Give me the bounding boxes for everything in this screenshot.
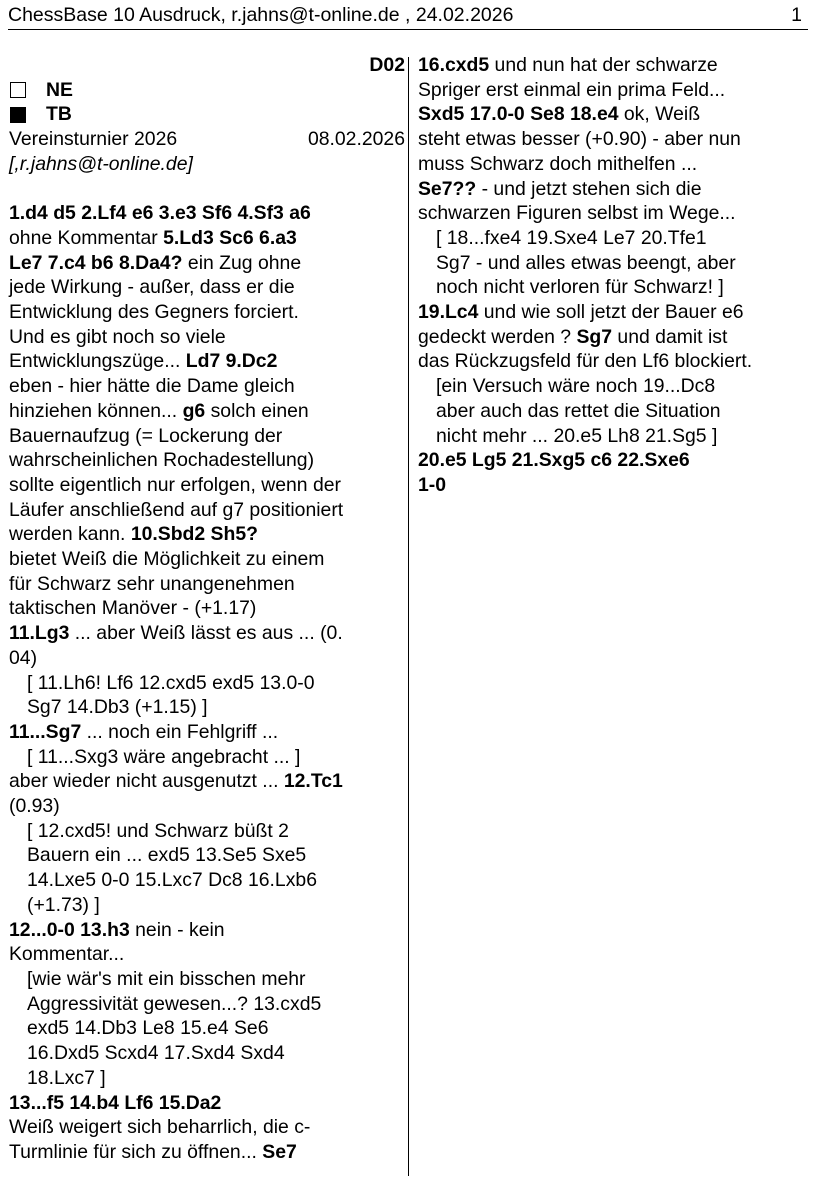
comment-text: wahrscheinlichen Rochadestellung) — [9, 449, 315, 472]
move-text-line — [9, 745, 405, 770]
move-notation: 5.Ld3 Sc6 6.a3 — [163, 226, 297, 249]
move-text-line — [9, 547, 405, 572]
move-text-line — [9, 918, 405, 943]
move-text-line — [9, 300, 405, 325]
comment-text: Entwicklung des Gegners forciert. — [9, 301, 299, 324]
comment-text: ... aber Weiß lässt es aus ... (0. — [69, 622, 343, 645]
move-text-line — [418, 349, 808, 374]
move-text-line — [9, 769, 405, 794]
comment-text: [ein Versuch wäre noch 19...Dc8 — [436, 375, 716, 398]
comment-text: [ 18...fxe4 19.Sxe4 Le7 20.Tfe1 — [436, 226, 707, 249]
move-text-line — [418, 275, 808, 300]
move-text-line — [418, 226, 808, 251]
move-text-line — [418, 424, 808, 449]
move-text-line — [9, 1066, 405, 1091]
white-player — [9, 78, 405, 103]
move-text-line — [9, 1115, 405, 1140]
left-moves-text — [9, 201, 405, 1164]
comment-text: 14.Lxe5 0-0 15.Lxc7 Dc8 16.Lxb6 — [27, 869, 317, 892]
move-text-line — [9, 325, 405, 350]
move-text-line — [9, 671, 405, 696]
comment-text: Bauernaufzug (= Lockerung der — [9, 424, 283, 447]
move-text-line — [418, 374, 808, 399]
move-notation: 1.d4 d5 2.Lf4 e6 3.e3 Sf6 4.Sf3 a6 — [9, 202, 311, 225]
comment-text: (0.93) — [9, 795, 60, 818]
move-notation: Sg7 — [576, 325, 613, 348]
eco-code: D02 — [369, 54, 405, 76]
comment-text: Aggressivität gewesen...? 13.cxd5 — [27, 992, 322, 1015]
comment-text: jede Wirkung - außer, dass er die — [9, 276, 295, 299]
event-row — [9, 127, 405, 152]
spacer — [9, 177, 405, 202]
comment-text: Sg7 - und alles etwas beengt, aber — [436, 251, 736, 274]
comment-text: Bauern ein ... exd5 13.Se5 Sxe5 — [27, 844, 307, 867]
comment-text: taktischen Manöver - (+1.17) — [9, 597, 257, 620]
comment-text: 04) — [9, 646, 38, 669]
comment-text: solch einen — [205, 399, 309, 422]
move-text-line — [9, 201, 405, 226]
move-text-line — [9, 967, 405, 992]
move-text-line — [9, 275, 405, 300]
move-text-line — [9, 572, 405, 597]
comment-text: ein Zug ohne — [182, 251, 302, 274]
move-text-line — [9, 596, 405, 621]
comment-text: nicht mehr ... 20.e5 Lh8 21.Sg5 ] — [436, 424, 718, 447]
move-text-line — [418, 78, 808, 103]
comment-text: Sg7 14.Db3 (+1.15) ] — [27, 696, 208, 719]
comment-text: Und es gibt noch so viele — [9, 325, 226, 348]
comment-text: noch nicht verloren für Schwarz! ] — [436, 276, 724, 299]
move-text-line — [9, 399, 405, 424]
move-text-line — [418, 325, 808, 350]
move-text-line — [9, 819, 405, 844]
move-notation: 12...0-0 13.h3 — [9, 918, 130, 941]
comment-text: schwarzen Figuren selbst im Wege... — [418, 202, 736, 225]
comment-text: exd5 14.Db3 Le8 15.e4 Se6 — [27, 1017, 269, 1040]
move-text-line — [418, 300, 808, 325]
comment-text: sollte eigentlich nur erfolgen, wenn der — [9, 473, 341, 496]
move-notation: 19.Lc4 — [418, 301, 479, 324]
print-header — [8, 3, 808, 30]
move-text-line — [418, 473, 808, 498]
comment-text: [ 11.Lh6! Lf6 12.cxd5 exd5 13.0-0 — [27, 671, 315, 694]
comment-text: [ 11...Sxg3 wäre angebracht ... ] — [27, 745, 301, 768]
comment-text: eben - hier hätte die Dame gleich — [9, 375, 295, 398]
black-square-icon — [10, 107, 26, 123]
move-text-line — [9, 843, 405, 868]
column-divider — [408, 57, 409, 1176]
move-text-line — [418, 127, 808, 152]
move-text-line — [418, 102, 808, 127]
move-notation: g6 — [182, 399, 206, 422]
page-number: 1 — [791, 4, 802, 26]
move-notation: 11...Sg7 — [9, 720, 82, 743]
right-moves-text — [418, 53, 808, 498]
comment-text: werden kann. — [9, 523, 131, 546]
move-text-line — [9, 374, 405, 399]
move-text-line — [9, 1140, 405, 1165]
comment-text: und damit ist — [612, 325, 728, 348]
move-text-line — [9, 942, 405, 967]
move-text-line — [9, 868, 405, 893]
comment-text: Weiß weigert sich beharrlich, die c- — [9, 1116, 311, 1139]
move-text-line — [9, 522, 405, 547]
move-text-line — [9, 448, 405, 473]
move-text-line — [9, 1041, 405, 1066]
comment-text: (+1.73) ] — [27, 893, 100, 916]
annotator: [,r.jahns@t-online.de] — [9, 152, 193, 175]
move-notation: Sxd5 17.0-0 Se8 18.e4 — [418, 103, 619, 126]
move-text-line — [9, 1091, 405, 1116]
right-column — [418, 53, 808, 498]
move-text-line — [9, 646, 405, 671]
comment-text: und wie soll jetzt der Bauer e6 — [478, 301, 744, 324]
move-text-line — [418, 201, 808, 226]
game-date: 08.02.2026 — [307, 128, 405, 151]
print-header-title: ChessBase 10 Ausdruck, r.jahns@t-online.de , 24.02.2026 — [8, 4, 514, 26]
move-notation: Ld7 9.Dc2 — [185, 350, 278, 373]
move-text-line — [9, 794, 405, 819]
move-text-line — [9, 251, 405, 276]
move-text-line — [9, 720, 405, 745]
comment-text: aber wieder nicht ausgenutzt ... — [9, 770, 284, 793]
move-text-line — [9, 473, 405, 498]
move-text-line — [9, 992, 405, 1017]
comment-text: aber auch das rettet die Situation — [436, 399, 721, 422]
move-notation: Se7 — [262, 1140, 297, 1163]
move-notation: Le7 7.c4 b6 8.Da4? — [9, 251, 183, 274]
move-text-line — [418, 399, 808, 424]
comment-text: [wie wär's mit ein bisschen mehr — [27, 968, 306, 990]
comment-text: Spriger erst einmal ein prima Feld... — [418, 78, 726, 101]
comment-text: Turmlinie für sich zu öffnen... — [9, 1140, 263, 1163]
comment-text: Läufer anschließend auf g7 positioniert — [9, 498, 344, 521]
comment-text: nein - kein — [129, 918, 225, 941]
comment-text: das Rückzugsfeld für den Lf6 blockiert. — [418, 350, 753, 373]
left-column — [9, 53, 405, 1165]
comment-text: 18.Lxc7 ] — [27, 1066, 106, 1089]
move-notation: 11.Lg3 — [9, 622, 70, 645]
move-notation: 10.Sbd2 Sh5? — [130, 523, 258, 546]
move-text-line — [9, 226, 405, 251]
comment-text: steht etwas besser (+0.90) - aber nun — [418, 128, 741, 151]
move-notation: 20.e5 Lg5 21.Sxg5 c6 22.Sxe6 — [418, 449, 690, 472]
move-text-line — [9, 893, 405, 918]
comment-text: ... noch ein Fehlgriff ... — [81, 720, 279, 743]
comment-text: bietet Weiß die Möglichkeit zu einem — [9, 548, 325, 571]
event-name: Vereinsturnier 2026 — [9, 128, 178, 151]
black-player — [9, 102, 405, 127]
move-text-line — [9, 424, 405, 449]
move-notation: 13...f5 14.b4 Lf6 15.Da2 — [9, 1091, 222, 1114]
move-notation: 16.cxd5 — [418, 54, 490, 76]
comment-text: 16.Dxd5 Scxd4 17.Sxd4 Sxd4 — [27, 1042, 285, 1065]
comment-text: gedeckt werden ? — [418, 325, 577, 348]
comment-text: - und jetzt stehen sich die — [476, 177, 702, 200]
move-text-line — [9, 1016, 405, 1041]
white-square-icon — [10, 82, 26, 98]
move-text-line — [9, 498, 405, 523]
move-text-line — [9, 621, 405, 646]
comment-text: ohne Kommentar — [9, 226, 164, 249]
comment-text: muss Schwarz doch mithelfen ... — [418, 152, 698, 175]
comment-text: ok, Weiß — [618, 103, 701, 126]
move-text-line — [418, 53, 808, 78]
move-text-line — [418, 152, 808, 177]
move-text-line — [9, 349, 405, 374]
comment-text: [ 12.cxd5! und Schwarz büßt 2 — [27, 819, 289, 842]
move-text-line — [418, 177, 808, 202]
comment-text: Kommentar... — [9, 943, 125, 966]
comment-text: und nun hat der schwarze — [489, 54, 718, 76]
move-text-line — [9, 695, 405, 720]
move-notation: Se7?? — [418, 177, 477, 200]
move-text-line — [418, 448, 808, 473]
comment-text: für Schwarz sehr unangenehmen — [9, 572, 295, 595]
comment-text: hinziehen können... — [9, 399, 183, 422]
move-notation: 12.Tc1 — [283, 770, 343, 793]
move-notation: 1-0 — [418, 473, 447, 496]
move-text-line — [418, 251, 808, 276]
black-player-name: TB — [46, 103, 72, 126]
white-player-name: NE — [46, 78, 73, 101]
comment-text: Entwicklungszüge... — [9, 350, 186, 373]
